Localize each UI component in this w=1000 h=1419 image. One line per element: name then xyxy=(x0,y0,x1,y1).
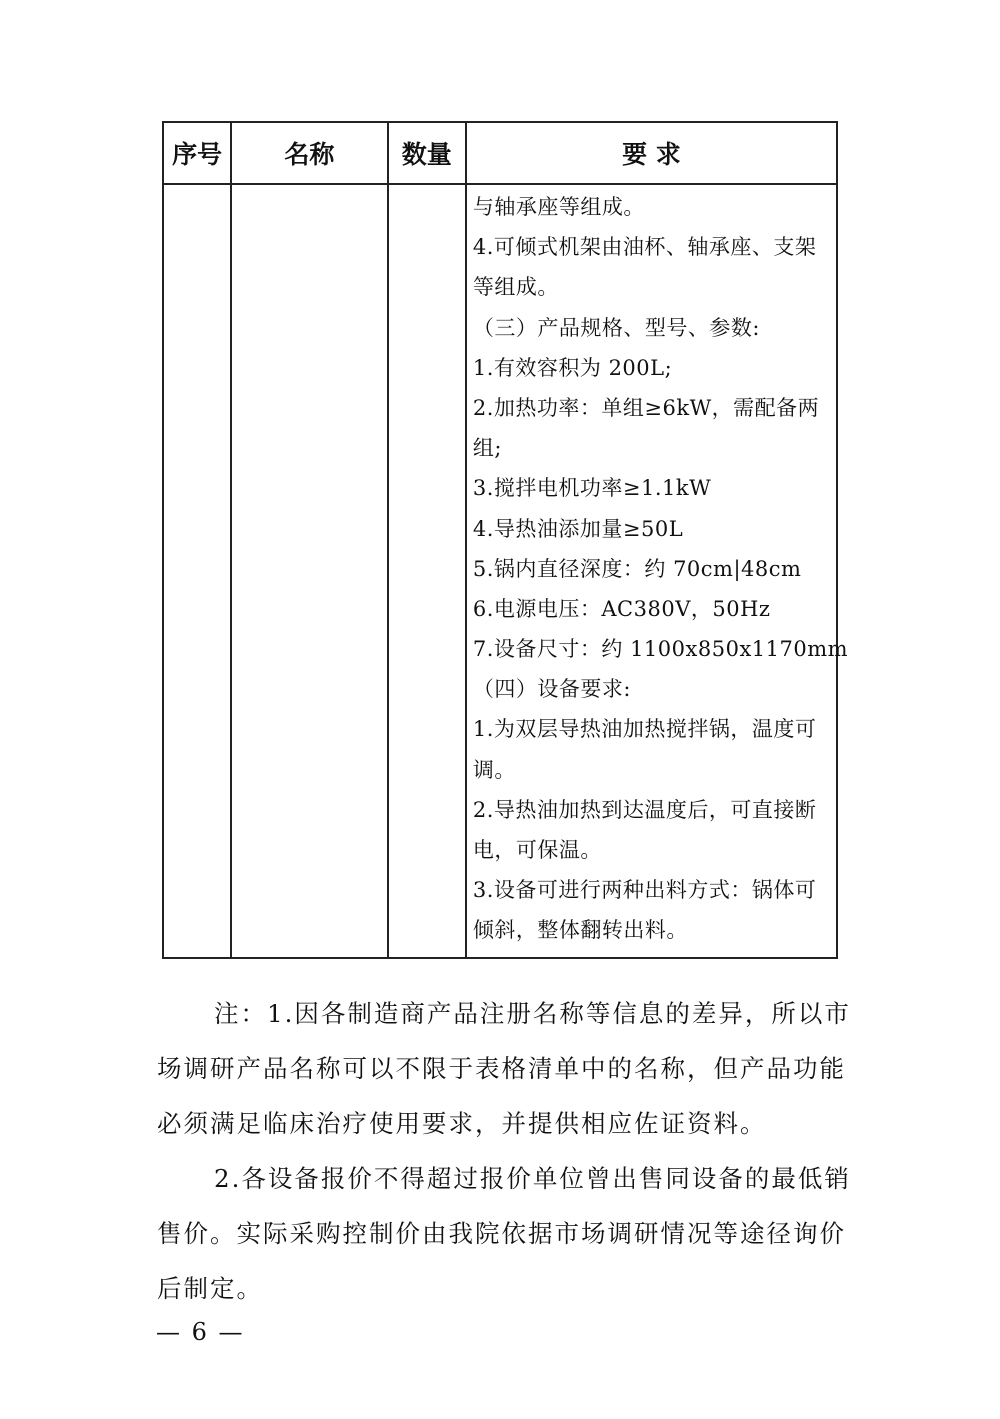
table-row xyxy=(163,184,837,958)
note-paragraph-1: 注：1.因各制造商产品注册名称等信息的差异，所以市场调研产品名称可以不限于表格清单中的名称，但产品功能必须满足临床治疗使用要求，并提供相应佐证资料。 xyxy=(157,999,851,1138)
requirement-line: 5.锅内直径深度：约 70cm|48cm xyxy=(472,556,802,581)
requirement-line: 3.设备可进行两种出料方式：锅体可 xyxy=(472,878,817,903)
requirement-line: 2.导热油加热到达温度后，可直接断 xyxy=(472,797,817,822)
requirement-line: 1.为双层导热油加热搅拌锅，温度可 xyxy=(472,717,817,742)
requirement-line: 4.导热油添加量≥50L xyxy=(472,516,684,541)
requirement-line: 7.设备尺寸：约 1100x850x1170mm xyxy=(472,637,849,662)
requirement-line: 组; xyxy=(472,436,502,461)
requirement-line: 4.可倾式机架由油杯、轴承座、支架 xyxy=(472,235,817,260)
requirement-line: 1.有效容积为 200L; xyxy=(472,355,673,380)
requirement-line: 3.搅拌电机功率≥1.1kW xyxy=(472,476,712,501)
notes-section xyxy=(157,986,857,1316)
requirement-line: （四）设备要求: xyxy=(472,677,631,702)
requirement-line: 电，可保温。 xyxy=(472,838,602,862)
requirement-line: 等组成。 xyxy=(472,275,559,300)
cell-serial-number xyxy=(163,184,231,958)
requirement-line: 调。 xyxy=(472,757,516,782)
page-number: — 6 — xyxy=(156,1318,245,1346)
header-quantity: 数量 xyxy=(388,122,466,184)
cell-quantity xyxy=(388,184,466,958)
requirements-table xyxy=(162,121,849,959)
header-serial-number: 序号 xyxy=(163,122,231,184)
header-requirements: 要 求 xyxy=(466,122,837,184)
requirement-line: 倾斜，整体翻转出料。 xyxy=(472,918,688,943)
requirement-line: 与轴承座等组成。 xyxy=(472,195,645,219)
cell-name xyxy=(231,184,387,958)
header-name: 名称 xyxy=(231,122,387,184)
requirement-line: 2.加热功率：单组≥6kW，需配备两 xyxy=(472,395,820,420)
table-header-row xyxy=(163,122,837,184)
requirement-line: 6.电源电压：AC380V，50Hz xyxy=(472,596,771,621)
note-paragraph-2: 2.各设备报价不得超过报价单位曾出售同设备的最低销售价。实际采购控制价由我院依据市场调研情况等途径询价后制定。 xyxy=(157,1164,851,1303)
cell-requirements xyxy=(466,184,849,958)
requirement-line: （三）产品规格、型号、参数: xyxy=(472,315,760,340)
